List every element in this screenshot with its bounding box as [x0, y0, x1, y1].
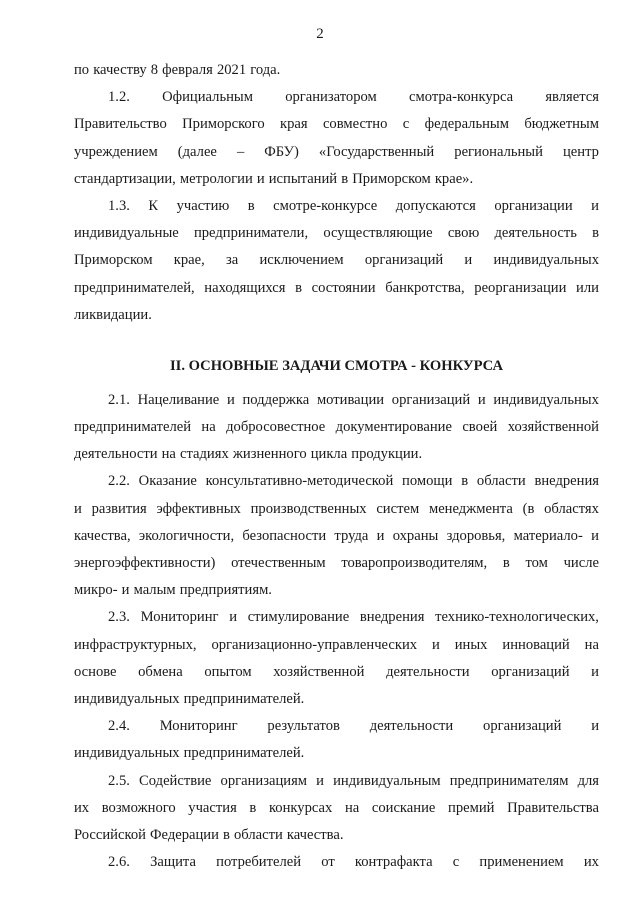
word: исключением — [259, 252, 344, 269]
word: Содействие — [139, 772, 212, 789]
word: охраны — [392, 527, 439, 544]
word: Защита — [150, 854, 196, 871]
word: предпринимателей. — [183, 690, 305, 707]
word: области — [233, 826, 283, 843]
word: том — [525, 555, 548, 571]
word: и — [74, 500, 82, 517]
word: 1.2. — [108, 89, 130, 106]
word: контрафакта — [354, 854, 433, 871]
text-line — [74, 686, 599, 713]
text-line — [74, 632, 599, 659]
section-heading: II. ОСНОВНЫЕ ЗАДАЧИ СМОТРА - КОНКУРСА — [169, 357, 504, 374]
word: «Государственный — [318, 143, 435, 160]
word: стандартизации, — [74, 170, 176, 187]
word: организаций — [483, 718, 562, 735]
word: допускаются — [395, 197, 476, 214]
word: на — [161, 446, 176, 463]
word: внедрения — [534, 473, 599, 490]
word: Федерации — [150, 826, 219, 843]
word: с — [402, 116, 410, 133]
page-number: 2 — [316, 26, 324, 42]
text-line — [74, 523, 599, 550]
word: Официальным — [162, 89, 253, 106]
text-line — [74, 275, 599, 302]
word: является — [545, 89, 599, 106]
text-line — [74, 849, 599, 876]
word: бюджетным — [524, 116, 599, 133]
word: предпринимателей, — [74, 279, 195, 296]
word: деятельности — [74, 446, 158, 463]
word: мотивации — [316, 391, 385, 408]
word: и — [226, 391, 235, 408]
text-line — [74, 604, 599, 631]
word: производственных — [250, 500, 367, 517]
word: и — [591, 663, 599, 680]
word: в — [223, 826, 230, 843]
word: отечественным — [231, 555, 326, 571]
word: продукции. — [351, 446, 423, 463]
word: эффективных — [156, 500, 241, 517]
word: в — [592, 225, 599, 242]
word: индивидуальные — [74, 225, 179, 242]
word: здоровья, — [446, 527, 506, 544]
text-line — [74, 577, 599, 604]
word: на — [344, 799, 360, 816]
word: деятельность — [494, 225, 577, 242]
text-line — [74, 496, 599, 523]
word: результатов — [267, 718, 340, 735]
word: и — [591, 718, 599, 735]
word: консультативно-методической — [205, 473, 394, 490]
word: предпринимателям — [449, 772, 569, 789]
word: обмена — [138, 663, 183, 680]
word: инноваций — [502, 636, 570, 653]
word: или — [576, 279, 599, 296]
text-line — [74, 387, 599, 414]
word: хозяйственной — [273, 663, 365, 680]
intro-paragraphs — [74, 57, 599, 329]
word: края — [280, 116, 308, 133]
word: индивидуальных — [493, 252, 599, 269]
word: энергоэффективности) — [74, 555, 216, 571]
word: в — [341, 170, 349, 187]
word: от — [321, 854, 335, 871]
paragraph-2-4 — [74, 713, 599, 767]
text-line — [74, 166, 599, 193]
word: безопасности — [242, 527, 327, 544]
word: смотре-конкурсе — [273, 197, 378, 214]
word: Правительства — [507, 799, 599, 816]
word: иных — [454, 636, 488, 653]
word: крае, — [173, 252, 205, 269]
word: и — [121, 582, 130, 599]
word: Оказание — [138, 473, 197, 490]
word: 1.3. — [108, 197, 130, 214]
word: опытом — [204, 663, 252, 680]
paragraph-1-2 — [74, 84, 599, 193]
word: в — [247, 197, 255, 214]
word: экологичности, — [138, 527, 235, 544]
word: и — [477, 391, 486, 408]
text-line — [74, 111, 599, 138]
word: организатором — [285, 89, 377, 106]
word: Нацеливание — [137, 391, 220, 408]
text-line — [74, 713, 599, 740]
word: менеджмента — [428, 500, 513, 517]
word: и — [376, 527, 385, 544]
word: организаций — [364, 252, 444, 269]
word: индивидуальных — [74, 745, 180, 762]
word: в — [295, 279, 302, 296]
word: и — [432, 636, 440, 653]
word: крае». — [434, 170, 474, 187]
word: их — [74, 799, 90, 816]
word: в — [461, 473, 469, 490]
word: цикла — [310, 446, 348, 463]
section-paragraphs — [74, 387, 599, 876]
text-line — [74, 414, 599, 441]
word: стимулирование — [247, 609, 350, 626]
word: 2.3. — [108, 609, 130, 626]
word: технико-технологических, — [435, 609, 599, 626]
word: находящихся — [204, 279, 286, 296]
word: индивидуальных — [74, 690, 180, 707]
word: стадиях — [180, 446, 229, 463]
word: участию — [176, 197, 230, 214]
word: состоянии — [311, 279, 376, 296]
document-body — [74, 57, 599, 876]
text-line — [74, 193, 599, 220]
word: смотра-конкурса — [409, 89, 514, 106]
word: предприятиям. — [179, 582, 272, 599]
word: индивидуальных — [493, 391, 599, 408]
word: совместно — [322, 116, 388, 133]
word: федеральным — [424, 116, 509, 133]
word: их — [583, 854, 599, 871]
word: хозяйственной — [507, 419, 599, 436]
word: организаций — [491, 663, 570, 680]
word: Правительство — [74, 116, 167, 133]
text-line — [74, 768, 599, 795]
word: учреждением — [74, 143, 158, 160]
word: соискание — [371, 799, 436, 816]
word: года. — [250, 62, 281, 78]
word: в — [502, 555, 510, 571]
text-line — [74, 139, 599, 166]
word: – — [236, 143, 245, 160]
word: развития — [91, 500, 147, 517]
word: Мониторинг — [159, 718, 238, 735]
word: применением — [479, 854, 564, 871]
word: предпринимателей. — [183, 745, 305, 762]
text-line — [74, 795, 599, 822]
word: ликвидации. — [74, 306, 152, 323]
word: 2.6. — [108, 854, 130, 871]
paragraph-2-6 — [74, 849, 599, 876]
word: материало- — [513, 527, 583, 544]
word: 2021 — [216, 62, 247, 78]
word: в — [249, 799, 257, 816]
text-line — [74, 468, 599, 495]
paragraph-1-3 — [74, 193, 599, 329]
text-line — [74, 247, 599, 274]
text-line — [74, 550, 599, 577]
word: испытаний — [268, 170, 338, 187]
word: Приморском — [352, 170, 431, 187]
word: конкурсах — [268, 799, 333, 816]
text-line — [74, 441, 599, 468]
word: инфраструктурных, — [74, 636, 197, 653]
word: метрологии — [179, 170, 253, 187]
word: региональный — [454, 143, 543, 160]
text-line — [74, 822, 599, 849]
word: 2.4. — [108, 718, 130, 735]
word: деятельности — [386, 663, 470, 680]
word: 2.2. — [108, 473, 130, 490]
word: организаций — [391, 391, 471, 408]
word: и — [316, 772, 324, 789]
text-line — [74, 84, 599, 111]
paragraph-2-3 — [74, 604, 599, 713]
word: области — [476, 473, 526, 490]
word: Мониторинг — [140, 609, 219, 626]
word: участия — [188, 799, 237, 816]
word: свою — [447, 225, 480, 242]
word: по — [74, 62, 90, 78]
word: числе — [563, 555, 599, 571]
word: труда — [334, 527, 369, 544]
word: деятельности — [369, 718, 454, 735]
word: 2.1. — [108, 391, 130, 408]
word: жизненного — [232, 446, 307, 463]
word: и — [256, 170, 265, 187]
word: и — [229, 609, 237, 626]
word: центр — [562, 143, 599, 160]
word: предпринимателей — [74, 419, 192, 436]
word: предприниматели, — [193, 225, 309, 242]
word: возможного — [101, 799, 176, 816]
word: качества. — [286, 826, 344, 843]
text-line — [74, 740, 599, 767]
word: поддержка — [242, 391, 310, 408]
word: документирование — [335, 419, 452, 436]
word: и — [591, 197, 599, 214]
word: организациям — [220, 772, 308, 789]
paragraph-2-5 — [74, 768, 599, 850]
word: Российской — [74, 826, 146, 843]
text-line — [74, 57, 599, 84]
word: ФБУ) — [264, 143, 299, 160]
word: Приморского — [182, 116, 265, 133]
word: своей — [462, 419, 498, 436]
paragraph-2-2 — [74, 468, 599, 604]
word: на — [584, 636, 599, 653]
word: и — [591, 527, 599, 544]
word: областях — [544, 500, 599, 517]
word: организации — [494, 197, 573, 214]
word: помощи — [402, 473, 453, 490]
word: осуществляющие — [323, 225, 433, 242]
word: за — [226, 252, 239, 269]
word: на — [201, 419, 216, 436]
word: с — [452, 854, 460, 871]
word: февраля — [162, 62, 213, 78]
word: систем — [376, 500, 420, 517]
word: и — [464, 252, 473, 269]
word: товаропроизводителям, — [341, 555, 488, 571]
paragraph-1-1-cont — [74, 57, 599, 84]
word: основе — [74, 663, 117, 680]
word: для — [577, 772, 599, 789]
word: качества, — [74, 527, 131, 544]
word: качеству — [93, 62, 147, 78]
word: организационно-управленческих — [211, 636, 418, 653]
word: потребителей — [216, 854, 302, 871]
text-line — [74, 220, 599, 247]
word: (далее — [177, 143, 217, 160]
word: (в — [522, 500, 535, 517]
word: Приморском — [74, 252, 153, 269]
word: добросовестное — [226, 419, 326, 436]
word: К — [148, 197, 159, 214]
word: 8 — [150, 62, 159, 78]
word: малым — [133, 582, 176, 599]
paragraph-2-1 — [74, 387, 599, 469]
word: индивидуальным — [333, 772, 441, 789]
word: банкротства, — [385, 279, 465, 296]
word: микро- — [74, 582, 118, 599]
word: премий — [448, 799, 495, 816]
word: реорганизации — [474, 279, 567, 296]
text-line — [74, 302, 599, 329]
word: внедрения — [359, 609, 425, 626]
word: 2.5. — [108, 772, 130, 789]
text-line — [74, 659, 599, 686]
